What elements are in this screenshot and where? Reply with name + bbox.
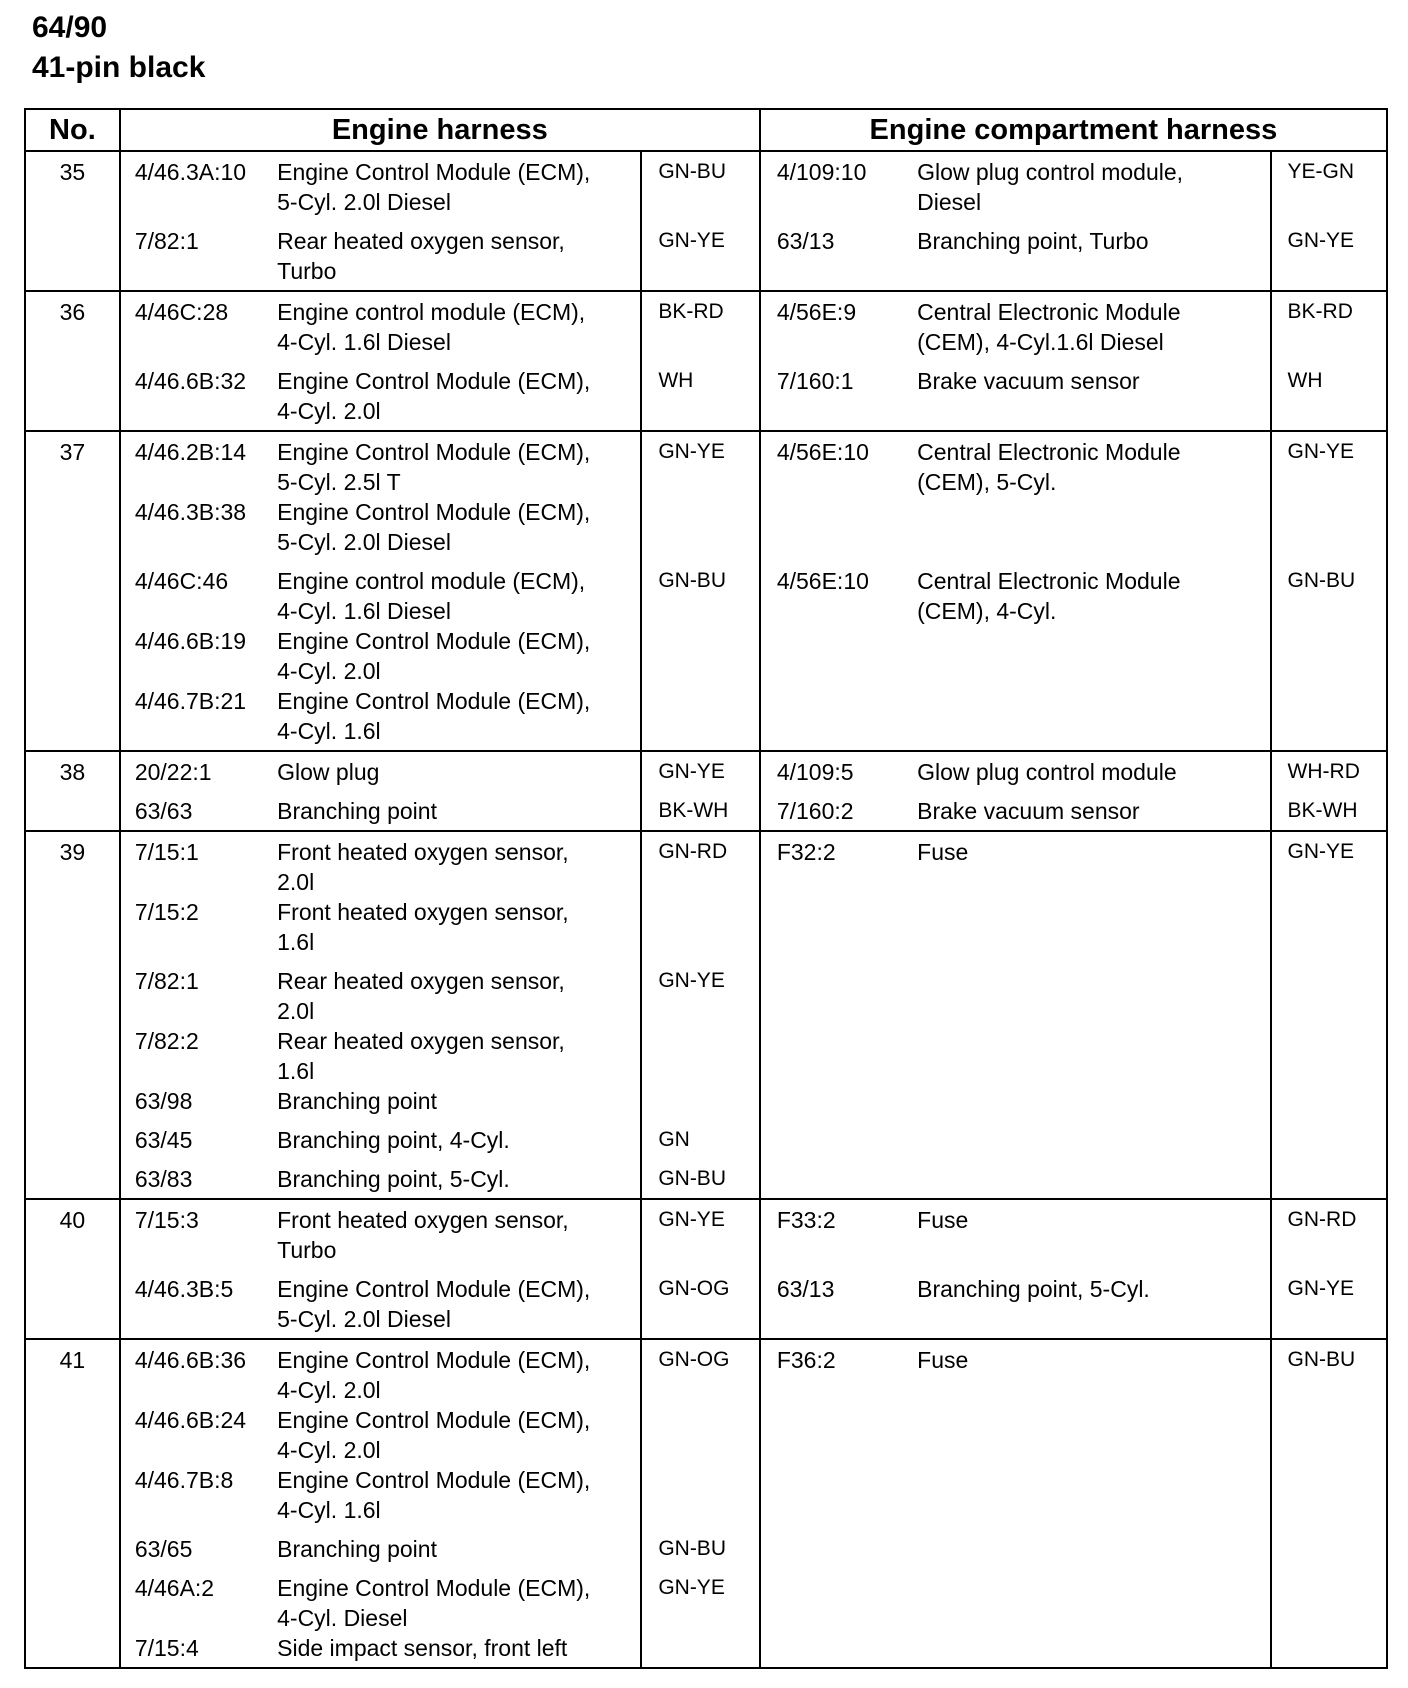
pin-number bbox=[25, 1633, 120, 1668]
pin-number bbox=[25, 1086, 120, 1116]
engine-harness-description bbox=[277, 787, 641, 831]
engine-harness-code: 7/82:1 bbox=[120, 957, 277, 1026]
compartment-harness-wire-color bbox=[1271, 1116, 1387, 1155]
table-row bbox=[25, 686, 1387, 751]
engine-harness-description bbox=[277, 357, 641, 431]
pin-number: 37 bbox=[25, 431, 120, 497]
engine-harness-code: 63/65 bbox=[120, 1525, 277, 1564]
compartment-harness-description bbox=[917, 751, 1270, 787]
engine-harness-description bbox=[277, 217, 641, 291]
engine-harness-wire-color bbox=[641, 897, 760, 957]
engine-harness-description-line: Engine Control Module (ECM), bbox=[277, 1347, 591, 1373]
engine-harness-wire-color bbox=[641, 1086, 760, 1116]
compartment-harness-description-line: Fuse bbox=[917, 1347, 969, 1373]
engine-harness-description-line: 5-Cyl. 2.0l Diesel bbox=[277, 1306, 451, 1332]
engine-harness-description bbox=[277, 1405, 641, 1465]
engine-harness-code: 7/15:3 bbox=[120, 1199, 277, 1265]
table-row bbox=[25, 1564, 1387, 1633]
engine-harness-wire-color: BK-RD bbox=[641, 291, 760, 357]
compartment-harness-description bbox=[917, 1465, 1270, 1525]
engine-harness-description-line: 4-Cyl. 2.0l bbox=[277, 1377, 381, 1403]
engine-harness-description-line: 4-Cyl. 2.0l bbox=[277, 1437, 381, 1463]
compartment-harness-code: 4/109:10 bbox=[760, 151, 917, 217]
engine-harness-code: 63/98 bbox=[120, 1086, 277, 1116]
compartment-harness-wire-color: GN-YE bbox=[1271, 217, 1387, 291]
compartment-harness-code: 7/160:1 bbox=[760, 357, 917, 431]
engine-harness-description-line: Front heated oxygen sensor, bbox=[277, 1207, 569, 1233]
compartment-harness-code: 7/160:2 bbox=[760, 787, 917, 831]
engine-harness-description bbox=[277, 1116, 641, 1155]
engine-harness-description bbox=[277, 1026, 641, 1086]
pin-number bbox=[25, 686, 120, 751]
engine-harness-code: 63/83 bbox=[120, 1155, 277, 1199]
compartment-harness-code: 4/56E:10 bbox=[760, 557, 917, 626]
engine-harness-code: 4/46A:2 bbox=[120, 1564, 277, 1633]
engine-harness-description-line: Engine Control Module (ECM), bbox=[277, 1467, 591, 1493]
compartment-harness-description-line: Fuse bbox=[917, 839, 969, 865]
engine-harness-description-line: 4-Cyl. Diesel bbox=[277, 1605, 408, 1631]
table-row bbox=[25, 626, 1387, 686]
compartment-harness-wire-color bbox=[1271, 1525, 1387, 1564]
engine-harness-description-line: Branching point bbox=[277, 1088, 437, 1114]
engine-harness-description-line: Front heated oxygen sensor, bbox=[277, 839, 569, 865]
pin-number bbox=[25, 497, 120, 557]
engine-harness-code: 4/46.6B:36 bbox=[120, 1339, 277, 1405]
compartment-harness-code: 4/109:5 bbox=[760, 751, 917, 787]
pin-number bbox=[25, 1525, 120, 1564]
engine-harness-description-line: Branching point bbox=[277, 798, 437, 824]
column-header-engine-compartment-harness: Engine compartment harness bbox=[760, 109, 1387, 151]
engine-harness-wire-color: GN-OG bbox=[641, 1339, 760, 1405]
engine-harness-description bbox=[277, 686, 641, 751]
engine-harness-description-line: Glow plug bbox=[277, 759, 380, 785]
table-row bbox=[25, 217, 1387, 291]
pin-number bbox=[25, 1405, 120, 1465]
table-row bbox=[25, 1405, 1387, 1465]
table-row bbox=[25, 431, 1387, 497]
engine-harness-code: 4/46C:28 bbox=[120, 291, 277, 357]
compartment-harness-wire-color bbox=[1271, 626, 1387, 686]
engine-harness-description bbox=[277, 431, 641, 497]
engine-harness-description-line: 2.0l bbox=[277, 998, 315, 1024]
engine-harness-description bbox=[277, 751, 641, 787]
compartment-harness-description bbox=[917, 897, 1270, 957]
compartment-harness-code bbox=[760, 1633, 917, 1668]
engine-harness-description bbox=[277, 1339, 641, 1405]
engine-harness-description-line: 5-Cyl. 2.0l Diesel bbox=[277, 189, 451, 215]
table-row bbox=[25, 897, 1387, 957]
compartment-harness-description bbox=[917, 1525, 1270, 1564]
engine-harness-code: 7/15:4 bbox=[120, 1633, 277, 1668]
engine-harness-description-line: Rear heated oxygen sensor, bbox=[277, 228, 565, 254]
compartment-harness-wire-color: GN-YE bbox=[1271, 1265, 1387, 1339]
compartment-harness-code bbox=[760, 1086, 917, 1116]
compartment-harness-wire-color bbox=[1271, 1026, 1387, 1086]
engine-harness-wire-color: GN-BU bbox=[641, 1525, 760, 1564]
engine-harness-description-line: Engine Control Module (ECM), bbox=[277, 439, 591, 465]
pin-number bbox=[25, 557, 120, 626]
compartment-harness-code: 63/13 bbox=[760, 217, 917, 291]
compartment-harness-code bbox=[760, 1026, 917, 1086]
engine-harness-wire-color bbox=[641, 1026, 760, 1086]
engine-harness-description-line: Turbo bbox=[277, 1237, 337, 1263]
engine-harness-wire-color bbox=[641, 497, 760, 557]
compartment-harness-description bbox=[917, 1405, 1270, 1465]
engine-harness-description-line: 4-Cyl. 1.6l Diesel bbox=[277, 598, 451, 624]
pin-number bbox=[25, 1155, 120, 1199]
table-row bbox=[25, 557, 1387, 626]
pin-number bbox=[25, 1116, 120, 1155]
compartment-harness-description-line: Glow plug control module bbox=[917, 759, 1177, 785]
compartment-harness-code: 4/56E:9 bbox=[760, 291, 917, 357]
pin-number: 38 bbox=[25, 751, 120, 787]
engine-harness-code: 7/15:2 bbox=[120, 897, 277, 957]
compartment-harness-description bbox=[917, 151, 1270, 217]
table-row bbox=[25, 751, 1387, 787]
compartment-harness-wire-color bbox=[1271, 497, 1387, 557]
engine-harness-code: 4/46.6B:19 bbox=[120, 626, 277, 686]
engine-harness-description-line: 5-Cyl. 2.5l T bbox=[277, 469, 401, 495]
table-row bbox=[25, 957, 1387, 1026]
compartment-harness-wire-color: BK-RD bbox=[1271, 291, 1387, 357]
compartment-harness-description-line: Branching point, 5-Cyl. bbox=[917, 1276, 1150, 1302]
table-row bbox=[25, 1265, 1387, 1339]
pin-number bbox=[25, 1026, 120, 1086]
compartment-harness-description-line: Fuse bbox=[917, 1207, 969, 1233]
engine-harness-description-line: Engine Control Module (ECM), bbox=[277, 368, 591, 394]
engine-harness-description-line: Engine Control Module (ECM), bbox=[277, 159, 591, 185]
engine-harness-description-line: Engine Control Module (ECM), bbox=[277, 1575, 591, 1601]
engine-harness-description bbox=[277, 497, 641, 557]
compartment-harness-description-line: Branching point, Turbo bbox=[917, 228, 1149, 254]
engine-harness-description bbox=[277, 1564, 641, 1633]
engine-harness-code: 4/46.6B:32 bbox=[120, 357, 277, 431]
engine-harness-description bbox=[277, 1155, 641, 1199]
compartment-harness-description bbox=[917, 431, 1270, 497]
compartment-harness-description bbox=[917, 1339, 1270, 1405]
compartment-harness-wire-color: GN-YE bbox=[1271, 431, 1387, 497]
table-row bbox=[25, 1465, 1387, 1525]
engine-harness-description-line: Branching point bbox=[277, 1536, 437, 1562]
compartment-harness-description bbox=[917, 1026, 1270, 1086]
engine-harness-description bbox=[277, 291, 641, 357]
engine-harness-wire-color: GN-YE bbox=[641, 957, 760, 1026]
compartment-harness-wire-color bbox=[1271, 686, 1387, 751]
compartment-harness-description bbox=[917, 1086, 1270, 1116]
compartment-harness-description bbox=[917, 557, 1270, 626]
engine-harness-description bbox=[277, 557, 641, 626]
page-reference: 64/90 bbox=[32, 11, 108, 44]
table-row bbox=[25, 357, 1387, 431]
engine-harness-description-line: 4-Cyl. 2.0l bbox=[277, 658, 381, 684]
engine-harness-description-line: 5-Cyl. 2.0l Diesel bbox=[277, 529, 451, 555]
engine-harness-description-line: 2.0l bbox=[277, 869, 315, 895]
engine-harness-description-line: Engine control module (ECM), bbox=[277, 568, 586, 594]
compartment-harness-wire-color: GN-RD bbox=[1271, 1199, 1387, 1265]
compartment-harness-description-line: Central Electronic Module bbox=[917, 439, 1181, 465]
compartment-harness-wire-color bbox=[1271, 1086, 1387, 1116]
pin-number bbox=[25, 357, 120, 431]
compartment-harness-description-line: Central Electronic Module bbox=[917, 299, 1181, 325]
engine-harness-description bbox=[277, 1265, 641, 1339]
pin-number bbox=[25, 1465, 120, 1525]
compartment-harness-wire-color: WH-RD bbox=[1271, 751, 1387, 787]
engine-harness-description-line: Branching point, 4-Cyl. bbox=[277, 1127, 510, 1153]
engine-harness-description-line: 4-Cyl. 1.6l bbox=[277, 1497, 381, 1523]
engine-harness-description bbox=[277, 1465, 641, 1525]
compartment-harness-description bbox=[917, 1116, 1270, 1155]
compartment-harness-description bbox=[917, 497, 1270, 557]
compartment-harness-code bbox=[760, 626, 917, 686]
engine-harness-wire-color: GN-RD bbox=[641, 831, 760, 897]
engine-harness-wire-color bbox=[641, 1633, 760, 1668]
pin-number bbox=[25, 1564, 120, 1633]
table-row bbox=[25, 291, 1387, 357]
table-row bbox=[25, 1116, 1387, 1155]
compartment-harness-wire-color bbox=[1271, 897, 1387, 957]
table-row bbox=[25, 497, 1387, 557]
engine-harness-description bbox=[277, 831, 641, 897]
compartment-harness-code bbox=[760, 897, 917, 957]
pin-number bbox=[25, 897, 120, 957]
compartment-harness-code: 63/13 bbox=[760, 1265, 917, 1339]
engine-harness-code: 7/15:1 bbox=[120, 831, 277, 897]
table-header-row bbox=[25, 109, 1387, 151]
engine-harness-wire-color bbox=[641, 1465, 760, 1525]
compartment-harness-description bbox=[917, 291, 1270, 357]
engine-harness-code: 4/46C:46 bbox=[120, 557, 277, 626]
engine-harness-wire-color bbox=[641, 686, 760, 751]
engine-harness-description bbox=[277, 957, 641, 1026]
engine-harness-description-line: Branching point, 5-Cyl. bbox=[277, 1166, 510, 1192]
compartment-harness-code: 4/56E:10 bbox=[760, 431, 917, 497]
compartment-harness-code bbox=[760, 497, 917, 557]
compartment-harness-description-line: Central Electronic Module bbox=[917, 568, 1181, 594]
engine-harness-code: 4/46.3A:10 bbox=[120, 151, 277, 217]
pin-number bbox=[25, 957, 120, 1026]
column-header-engine-harness: Engine harness bbox=[120, 109, 760, 151]
engine-harness-description-line: 1.6l bbox=[277, 929, 315, 955]
compartment-harness-description bbox=[917, 787, 1270, 831]
compartment-harness-wire-color: BK-WH bbox=[1271, 787, 1387, 831]
compartment-harness-wire-color: GN-BU bbox=[1271, 1339, 1387, 1405]
compartment-harness-description-line: (CEM), 4-Cyl.1.6l Diesel bbox=[917, 329, 1164, 355]
compartment-harness-description bbox=[917, 957, 1270, 1026]
compartment-harness-code bbox=[760, 1564, 917, 1633]
compartment-harness-wire-color bbox=[1271, 1564, 1387, 1633]
document-heading bbox=[32, 8, 205, 88]
engine-harness-description bbox=[277, 1086, 641, 1116]
engine-harness-wire-color: GN-YE bbox=[641, 751, 760, 787]
engine-harness-wire-color: GN-BU bbox=[641, 1155, 760, 1199]
compartment-harness-wire-color bbox=[1271, 957, 1387, 1026]
pin-number: 35 bbox=[25, 151, 120, 217]
pin-number: 40 bbox=[25, 1199, 120, 1265]
engine-harness-description-line: Engine Control Module (ECM), bbox=[277, 628, 591, 654]
compartment-harness-description-line: Diesel bbox=[917, 189, 982, 215]
engine-harness-description-line: Rear heated oxygen sensor, bbox=[277, 1028, 565, 1054]
engine-harness-wire-color: GN-YE bbox=[641, 1199, 760, 1265]
engine-harness-description bbox=[277, 151, 641, 217]
compartment-harness-wire-color bbox=[1271, 1155, 1387, 1199]
table-row bbox=[25, 1199, 1387, 1265]
engine-harness-wire-color: GN-OG bbox=[641, 1265, 760, 1339]
compartment-harness-code bbox=[760, 1405, 917, 1465]
compartment-harness-code bbox=[760, 1155, 917, 1199]
engine-harness-code: 4/46.6B:24 bbox=[120, 1405, 277, 1465]
engine-harness-code: 7/82:1 bbox=[120, 217, 277, 291]
engine-harness-description-line: Engine Control Module (ECM), bbox=[277, 1407, 591, 1433]
connector-pinout-table bbox=[24, 108, 1388, 1669]
engine-harness-description-line: Front heated oxygen sensor, bbox=[277, 899, 569, 925]
engine-harness-wire-color: GN bbox=[641, 1116, 760, 1155]
engine-harness-wire-color: GN-BU bbox=[641, 151, 760, 217]
compartment-harness-description bbox=[917, 1155, 1270, 1199]
pin-number bbox=[25, 787, 120, 831]
table-row bbox=[25, 1633, 1387, 1668]
compartment-harness-description bbox=[917, 1199, 1270, 1265]
table-row bbox=[25, 1525, 1387, 1564]
compartment-harness-code bbox=[760, 957, 917, 1026]
engine-harness-wire-color: WH bbox=[641, 357, 760, 431]
compartment-harness-description-line: Glow plug control module, bbox=[917, 159, 1184, 185]
engine-harness-description-line: 4-Cyl. 2.0l bbox=[277, 398, 381, 424]
engine-harness-code: 4/46.3B:5 bbox=[120, 1265, 277, 1339]
compartment-harness-wire-color: YE-GN bbox=[1271, 151, 1387, 217]
engine-harness-wire-color: GN-YE bbox=[641, 431, 760, 497]
compartment-harness-wire-color bbox=[1271, 1633, 1387, 1668]
compartment-harness-description bbox=[917, 357, 1270, 431]
compartment-harness-description bbox=[917, 217, 1270, 291]
engine-harness-wire-color: GN-BU bbox=[641, 557, 760, 626]
table-row bbox=[25, 1086, 1387, 1116]
column-header-no: No. bbox=[25, 109, 120, 151]
compartment-harness-description-line: (CEM), 5-Cyl. bbox=[917, 469, 1057, 495]
compartment-harness-code: F33:2 bbox=[760, 1199, 917, 1265]
engine-harness-description-line: Engine Control Module (ECM), bbox=[277, 499, 591, 525]
compartment-harness-description-line: Brake vacuum sensor bbox=[917, 798, 1140, 824]
compartment-harness-wire-color: WH bbox=[1271, 357, 1387, 431]
compartment-harness-wire-color bbox=[1271, 1465, 1387, 1525]
engine-harness-description bbox=[277, 1633, 641, 1668]
table-row bbox=[25, 1155, 1387, 1199]
compartment-harness-wire-color: GN-BU bbox=[1271, 557, 1387, 626]
compartment-harness-code bbox=[760, 1465, 917, 1525]
pin-number bbox=[25, 1265, 120, 1339]
connector-title: 41-pin black bbox=[32, 51, 206, 84]
engine-harness-wire-color bbox=[641, 626, 760, 686]
compartment-harness-description bbox=[917, 686, 1270, 751]
compartment-harness-description-line: Brake vacuum sensor bbox=[917, 368, 1140, 394]
engine-harness-wire-color: GN-YE bbox=[641, 217, 760, 291]
compartment-harness-description bbox=[917, 626, 1270, 686]
engine-harness-code: 4/46.3B:38 bbox=[120, 497, 277, 557]
engine-harness-description-line: Side impact sensor, front left bbox=[277, 1635, 568, 1661]
engine-harness-wire-color bbox=[641, 1405, 760, 1465]
pin-number: 36 bbox=[25, 291, 120, 357]
engine-harness-wire-color: GN-YE bbox=[641, 1564, 760, 1633]
engine-harness-description-line: 4-Cyl. 1.6l bbox=[277, 718, 381, 744]
engine-harness-code: 7/82:2 bbox=[120, 1026, 277, 1086]
table-row bbox=[25, 1339, 1387, 1405]
compartment-harness-code bbox=[760, 1525, 917, 1564]
engine-harness-code: 4/46.2B:14 bbox=[120, 431, 277, 497]
table-body bbox=[25, 151, 1387, 1668]
engine-harness-wire-color: BK-WH bbox=[641, 787, 760, 831]
engine-harness-description-line: Turbo bbox=[277, 258, 337, 284]
engine-harness-description-line: 1.6l bbox=[277, 1058, 315, 1084]
pin-number: 41 bbox=[25, 1339, 120, 1405]
compartment-harness-wire-color bbox=[1271, 1405, 1387, 1465]
table-row bbox=[25, 787, 1387, 831]
engine-harness-description bbox=[277, 1525, 641, 1564]
engine-harness-code: 63/45 bbox=[120, 1116, 277, 1155]
pin-number bbox=[25, 217, 120, 291]
engine-harness-description bbox=[277, 1199, 641, 1265]
engine-harness-description-line: Engine control module (ECM), bbox=[277, 299, 586, 325]
pin-number bbox=[25, 626, 120, 686]
engine-harness-code: 4/46.7B:8 bbox=[120, 1465, 277, 1525]
compartment-harness-code: F32:2 bbox=[760, 831, 917, 897]
engine-harness-description-line: Engine Control Module (ECM), bbox=[277, 688, 591, 714]
table-row bbox=[25, 1026, 1387, 1086]
compartment-harness-code bbox=[760, 1116, 917, 1155]
engine-harness-description-line: Rear heated oxygen sensor, bbox=[277, 968, 565, 994]
table-row bbox=[25, 151, 1387, 217]
compartment-harness-description bbox=[917, 1265, 1270, 1339]
engine-harness-description-line: Engine Control Module (ECM), bbox=[277, 1276, 591, 1302]
engine-harness-description-line: 4-Cyl. 1.6l Diesel bbox=[277, 329, 451, 355]
compartment-harness-description bbox=[917, 831, 1270, 897]
table-row bbox=[25, 831, 1387, 897]
compartment-harness-code bbox=[760, 686, 917, 751]
compartment-harness-description bbox=[917, 1564, 1270, 1633]
compartment-harness-wire-color: GN-YE bbox=[1271, 831, 1387, 897]
engine-harness-description bbox=[277, 626, 641, 686]
compartment-harness-description bbox=[917, 1633, 1270, 1668]
engine-harness-description bbox=[277, 897, 641, 957]
compartment-harness-description-line: (CEM), 4-Cyl. bbox=[917, 598, 1057, 624]
compartment-harness-code: F36:2 bbox=[760, 1339, 917, 1405]
pin-number: 39 bbox=[25, 831, 120, 897]
engine-harness-code: 4/46.7B:21 bbox=[120, 686, 277, 751]
engine-harness-code: 63/63 bbox=[120, 787, 277, 831]
engine-harness-code: 20/22:1 bbox=[120, 751, 277, 787]
